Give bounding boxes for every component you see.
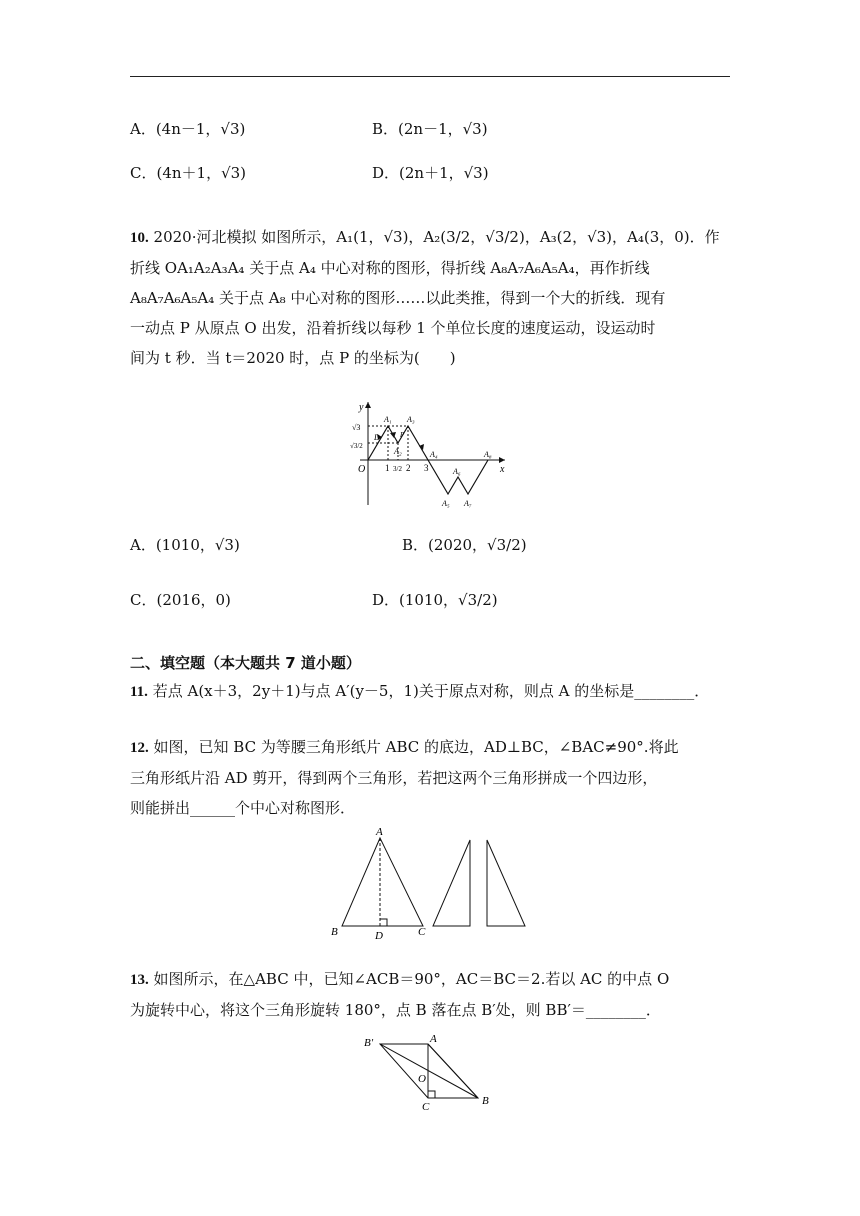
label-c: C <box>422 1101 430 1113</box>
q12-line-3: 则能拼出______个中心对称图形． <box>130 799 356 817</box>
label-sqrt3-2: √3/2 <box>350 442 363 450</box>
q13-question <box>130 964 730 1025</box>
segment-bbp <box>380 1044 478 1098</box>
q10-number: 10. <box>130 230 149 246</box>
q10-line-3: A₈A₇A₆A₅A₄ 关于点 A₈ 中心对称的图形……以此类推，得到一个大的折线．现有 <box>130 289 666 307</box>
label-a1: A₁ <box>384 415 392 424</box>
label-a8: A₈ <box>484 450 492 459</box>
label-a: A <box>430 1033 437 1045</box>
q9-option-c: C．(4n＋1，√3) <box>130 164 247 182</box>
label-sqrt3: √3 <box>352 423 361 432</box>
q12-line-1 <box>130 732 730 763</box>
label-b: B <box>482 1095 489 1107</box>
label-a4: A₄ <box>430 450 438 459</box>
label-d: D <box>374 433 380 442</box>
y-axis-arrow <box>365 402 371 408</box>
section-title: 二、填空题（本大题共 7 道小题） <box>130 654 361 672</box>
q11-number: 11. <box>130 684 148 700</box>
q13-line-2: 为旋转中心，将这个三角形旋转 180°，点 B 落在点 B′处，则 BB′＝________． <box>130 1001 661 1019</box>
right-half-triangle <box>487 840 525 926</box>
q10-question <box>130 222 730 373</box>
tick-3-2: 3/2 <box>393 465 402 473</box>
q13-figure <box>360 1030 510 1115</box>
q9-option-d: D．(2n＋1，√3) <box>372 164 489 182</box>
label-origin: O <box>358 464 366 475</box>
isosceles-triangle <box>342 838 423 926</box>
x-axis-arrow <box>499 457 505 463</box>
label-c: C <box>418 926 426 938</box>
label-x: x <box>500 464 505 475</box>
q12-question <box>130 732 730 823</box>
q10-line-1-text: 2020·河北模拟 如图所示，A₁(1，√3)，A₂(3/2，√3/2)，A₃(2，√3)，A₄(3，0)．作 <box>153 228 720 246</box>
q10-line-1 <box>130 222 730 253</box>
label-a: A <box>376 826 383 838</box>
label-bp: B′ <box>364 1037 374 1049</box>
label-d: D <box>375 930 383 942</box>
right-angle-mark <box>380 919 387 926</box>
q10-line-4: 一动点 P 从原点 O 出发，沿着折线以每秒 1 个单位长度的速度运动，设运动时 <box>130 319 656 337</box>
label-a6: A₆ <box>453 467 461 476</box>
q12-line-1-text: 如图，已知 BC 为等腰三角形纸片 ABC 的底边，AD⊥BC，∠BAC≠90°.将此 <box>153 738 679 756</box>
q10-option-a: A．(1010，√3) <box>130 536 240 554</box>
header-rule <box>130 76 730 77</box>
label-p: P <box>400 431 405 439</box>
q12-figure <box>325 822 535 942</box>
label-a5: A₅ <box>442 499 450 508</box>
q9-option-b: B．(2n－1，√3) <box>372 120 488 138</box>
label-a3: A₃ <box>407 415 415 424</box>
q11-question <box>130 676 730 707</box>
q13-line-1-text: 如图所示，在△ABC 中，已知∠ACB＝90°，AC＝BC＝2.若以 AC 的中点 O <box>153 970 670 988</box>
right-angle-mark <box>428 1091 435 1098</box>
q13-line-1 <box>130 964 730 995</box>
segment-ab <box>428 1044 478 1098</box>
left-half-triangle <box>433 840 470 926</box>
q12-line-2: 三角形纸片沿 AD 剪开，得到两个三角形，若把这两个三角形拼成一个四边形， <box>130 769 658 787</box>
q10-option-d: D．(1010，√3/2) <box>372 591 498 609</box>
label-a2: A₂ <box>394 447 402 456</box>
tick-2: 2 <box>406 463 411 473</box>
label-y: y <box>359 402 364 413</box>
tick-3: 3 <box>424 463 429 473</box>
q13-number: 13. <box>130 972 149 988</box>
q10-figure <box>350 400 510 515</box>
tick-1: 1 <box>385 463 390 473</box>
q10-option-c: C．(2016，0) <box>130 591 231 609</box>
q10-option-b: B．(2020，√3/2) <box>402 536 527 554</box>
label-a7: A₇ <box>464 499 472 508</box>
q10-line-5: 间为 t 秒．当 t＝2020 时，点 P 的坐标为( ) <box>130 349 456 367</box>
q10-line-2: 折线 OA₁A₂A₃A₄ 关于点 A₄ 中心对称的图形，得折线 A₈A₇A₆A₅A₄，再作折线 <box>130 259 650 277</box>
label-b: B <box>331 926 338 938</box>
q12-number: 12. <box>130 740 149 756</box>
label-o: O <box>418 1073 426 1085</box>
q11-text: 若点 A(x＋3，2y＋1)与点 A′(y－5，1)关于原点对称，则点 A 的坐标是________． <box>152 682 710 700</box>
q9-option-a: A．(4n－1，√3) <box>130 120 246 138</box>
